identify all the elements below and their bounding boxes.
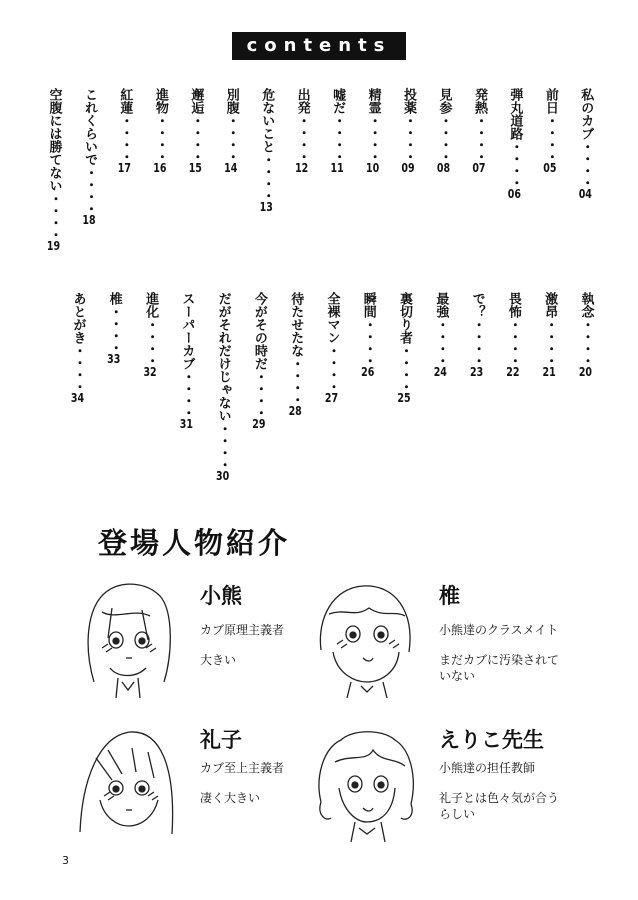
- toc-page-number: 28: [288, 405, 302, 417]
- toc-page-number: 05: [543, 162, 557, 174]
- toc-entry[interactable]: [471, 292, 484, 492]
- toc-entry[interactable]: [253, 292, 266, 492]
- toc-title: 待たせたな: [288, 292, 304, 357]
- toc-column: [253, 88, 281, 278]
- toc-leader-dots: ・・・・: [70, 344, 86, 392]
- toc-entry[interactable]: [225, 88, 238, 278]
- toc-page-number: 09: [401, 162, 415, 174]
- toc-title: 弾丸道路: [507, 88, 523, 140]
- toc-page-number: 22: [506, 366, 520, 378]
- toc-leader-dots: ・・・・: [542, 114, 558, 162]
- character-card-reiko: [72, 722, 332, 842]
- toc-entry[interactable]: [144, 292, 157, 492]
- toc-title: 畏怖: [505, 292, 521, 318]
- koguma-portrait: [72, 578, 182, 698]
- toc-leader-dots: ・・・・: [259, 153, 275, 201]
- character-desc-line: いない: [439, 669, 476, 683]
- toc-entry[interactable]: [544, 88, 557, 278]
- toc-title: 激昂: [542, 292, 558, 318]
- toc-entry[interactable]: [367, 88, 380, 278]
- toc-entry[interactable]: [331, 88, 344, 278]
- character-desc-line: らしい: [439, 807, 476, 821]
- toc-page-number: 30: [216, 470, 230, 482]
- toc-page-number: 24: [433, 366, 447, 378]
- toc-leader-dots: ・・・・: [397, 344, 413, 392]
- toc-entry[interactable]: [325, 292, 338, 492]
- toc-title: 嘘だ: [330, 88, 346, 114]
- toc-title: 出発: [294, 88, 310, 114]
- toc-entry[interactable]: [579, 88, 592, 278]
- toc-column: [245, 292, 273, 492]
- toc-column: [282, 292, 310, 492]
- character-name: えりこ先生: [439, 728, 544, 752]
- toc-title: 精霊: [365, 88, 381, 114]
- toc-column: [288, 88, 316, 278]
- toc-page-number: 17: [117, 162, 131, 174]
- toc-leader-dots: ・・・・: [436, 114, 452, 162]
- toc-page-number: 10: [365, 162, 380, 174]
- toc-column: [395, 88, 423, 278]
- toc-page-number: 26: [361, 366, 375, 378]
- characters-section-title: 登場人物紹介: [98, 526, 291, 560]
- toc-page-number: 11: [330, 162, 344, 174]
- toc-leader-dots: ・・・・: [365, 114, 381, 162]
- toc-leader-dots: ・・・・: [288, 357, 304, 405]
- toc-entry[interactable]: [154, 88, 167, 278]
- toc-leader-dots: ・・・・: [542, 318, 558, 366]
- toc-title: で？: [469, 292, 485, 318]
- reiko-portrait: [72, 722, 182, 842]
- toc-entry[interactable]: [402, 88, 415, 278]
- toc-leader-dots: ・・・・: [507, 140, 523, 188]
- toc-title: 全裸マン: [324, 292, 340, 344]
- toc-page-number: 13: [259, 201, 273, 213]
- character-card-eriko-sensei: [311, 722, 571, 842]
- toc-page-number: 19: [46, 240, 61, 252]
- toc-column: [501, 88, 529, 278]
- toc-title: 裏切り者: [397, 292, 413, 344]
- toc-page-number: 34: [70, 392, 85, 404]
- toc-page-number: 29: [252, 418, 266, 430]
- toc-leader-dots: ・・・・: [578, 140, 594, 188]
- toc-column: [318, 292, 346, 492]
- toc-entry[interactable]: [434, 292, 447, 492]
- toc-column: [217, 88, 245, 278]
- toc-leader-dots: ・・・・: [469, 318, 485, 366]
- character-desc-line: カブ原理主義者: [200, 623, 285, 637]
- character-desc-line: カブ至上主義者: [200, 761, 285, 775]
- toc-title: だがそれだけじゃない: [215, 292, 231, 422]
- toc-row-2: [64, 292, 600, 492]
- toc-page-number: 16: [153, 162, 167, 174]
- toc-column: [173, 292, 201, 492]
- page-number: 3: [62, 854, 69, 867]
- toc-entry[interactable]: [579, 292, 592, 492]
- toc-column: [209, 292, 237, 492]
- toc-leader-dots: ・・・・: [215, 422, 231, 470]
- character-card-koguma: [72, 578, 332, 698]
- toc-leader-dots: ・・・・: [152, 114, 168, 162]
- toc-column: [64, 292, 92, 492]
- toc-column: [572, 292, 600, 492]
- toc-page-number: 27: [324, 392, 339, 404]
- toc-leader-dots: ・・・・: [433, 318, 449, 366]
- toc-entry[interactable]: [217, 292, 230, 492]
- toc-column: [324, 88, 352, 278]
- toc-entry[interactable]: [543, 292, 556, 492]
- character-name: 礼子: [200, 728, 242, 752]
- toc-column: [137, 292, 165, 492]
- toc-column: [100, 292, 128, 492]
- toc-title: スーパーカブ: [179, 292, 195, 370]
- toc-column: [536, 292, 564, 492]
- toc-column: [182, 88, 210, 278]
- toc-entry[interactable]: [189, 88, 202, 278]
- toc-leader-dots: ・・・・: [46, 192, 62, 240]
- toc-title: 発熱: [471, 88, 487, 114]
- toc-column: [146, 88, 174, 278]
- toc-title: 投薬: [401, 88, 417, 114]
- toc-page-number: 25: [397, 392, 411, 404]
- toc-title: 進化: [143, 292, 159, 318]
- toc-leader-dots: ・・・・: [179, 370, 195, 418]
- toc-page-number: 32: [143, 366, 157, 378]
- toc-title: 進物: [152, 88, 168, 114]
- toc-leader-dots: ・・・・: [401, 114, 417, 162]
- character-desc-line: 大きい: [200, 653, 237, 667]
- toc-entry[interactable]: [437, 88, 450, 278]
- toc-title: 最強: [433, 292, 449, 318]
- toc-title: 私のカブ: [578, 88, 594, 140]
- character-name: 小熊: [200, 584, 242, 608]
- toc-title: 危ないこと: [259, 88, 275, 153]
- character-desc-line: 小熊達の担任教師: [439, 761, 536, 775]
- character-card-shii: [311, 578, 571, 698]
- toc-row-1: [40, 88, 600, 278]
- character-desc-line: 礼子とは色々気が合う: [439, 791, 560, 805]
- toc-page-number: 04: [578, 188, 592, 200]
- toc-leader-dots: ・・・・: [360, 318, 376, 366]
- toc-title: 瞬間: [360, 292, 376, 318]
- toc-title: 今がその時だ: [251, 292, 267, 370]
- toc-page-number: 07: [472, 162, 486, 174]
- toc-entry[interactable]: [260, 88, 273, 278]
- toc-leader-dots: ・・・・: [324, 344, 340, 392]
- toc-leader-dots: ・・・・: [505, 318, 521, 366]
- toc-column: [111, 88, 139, 278]
- toc-column: [463, 292, 491, 492]
- toc-entry[interactable]: [362, 292, 375, 492]
- toc-title: 空腹には勝てない: [46, 88, 62, 192]
- toc-title: 邂逅: [188, 88, 204, 114]
- eriko-sensei-portrait: [311, 722, 421, 842]
- toc-entry[interactable]: [83, 88, 96, 278]
- shii-portrait: [311, 578, 421, 698]
- toc-column: [40, 88, 68, 278]
- toc-leader-dots: ・・・・: [578, 318, 594, 366]
- toc-column: [359, 88, 387, 278]
- toc-leader-dots: ・・・・: [330, 114, 346, 162]
- toc-entry[interactable]: [48, 88, 61, 278]
- toc-title: あとがき: [70, 292, 86, 344]
- toc-leader-dots: ・・・・: [106, 305, 122, 353]
- toc-column: [536, 88, 564, 278]
- toc-leader-dots: ・・・・: [81, 166, 97, 214]
- toc-page-number: 06: [507, 188, 521, 200]
- toc-entry[interactable]: [507, 292, 520, 492]
- toc-leader-dots: ・・・・: [471, 114, 487, 162]
- toc-leader-dots: ・・・・: [143, 318, 159, 366]
- toc-page-number: 20: [578, 366, 593, 378]
- toc-title: 紅蓮: [117, 88, 133, 114]
- character-desc-line: 小熊達のクラスメイト: [439, 623, 559, 637]
- contents-banner: contents: [232, 32, 406, 60]
- toc-entry[interactable]: [289, 292, 302, 492]
- character-name: 椎: [439, 584, 460, 608]
- toc-column: [572, 88, 600, 278]
- character-desc-line: まだカブに汚染されて: [439, 653, 560, 667]
- toc-column: [75, 88, 103, 278]
- toc-page-number: 21: [542, 366, 556, 378]
- toc-entry[interactable]: [296, 88, 309, 278]
- toc-entry[interactable]: [118, 88, 131, 278]
- toc-leader-dots: ・・・・: [223, 114, 239, 162]
- toc-page-number: 12: [295, 162, 309, 174]
- toc-page-number: 14: [224, 162, 238, 174]
- toc-column: [391, 292, 419, 492]
- toc-entry[interactable]: [180, 292, 193, 492]
- toc-column: [430, 88, 458, 278]
- toc-title: 椎: [106, 292, 122, 305]
- toc-column: [354, 292, 382, 492]
- toc-leader-dots: ・・・・: [117, 114, 133, 162]
- toc-leader-dots: ・・・・: [188, 114, 204, 162]
- toc-leader-dots: ・・・・: [251, 370, 267, 418]
- toc-title: 見参: [436, 88, 452, 114]
- toc-page-number: 23: [469, 366, 484, 378]
- toc-title: 前日: [542, 88, 558, 114]
- toc-page-number: 18: [82, 214, 96, 226]
- toc-title: これくらいで: [81, 88, 97, 166]
- toc-page-number: 33: [107, 353, 121, 365]
- toc-entry[interactable]: [473, 88, 486, 278]
- toc-entry[interactable]: [398, 292, 411, 492]
- toc-page-number: 31: [179, 418, 193, 430]
- toc-page-number: 08: [436, 162, 451, 174]
- toc-column: [465, 88, 493, 278]
- toc-entry[interactable]: [508, 88, 521, 278]
- toc-page-number: 15: [188, 162, 202, 174]
- character-desc-line: 凄く大きい: [200, 791, 261, 805]
- toc-column: [427, 292, 455, 492]
- toc-column: [499, 292, 527, 492]
- toc-title: 別腹: [223, 88, 239, 114]
- toc-leader-dots: ・・・・: [294, 114, 310, 162]
- toc-entry[interactable]: [72, 292, 85, 492]
- toc-title: 執念: [578, 292, 594, 318]
- toc-entry[interactable]: [108, 292, 121, 492]
